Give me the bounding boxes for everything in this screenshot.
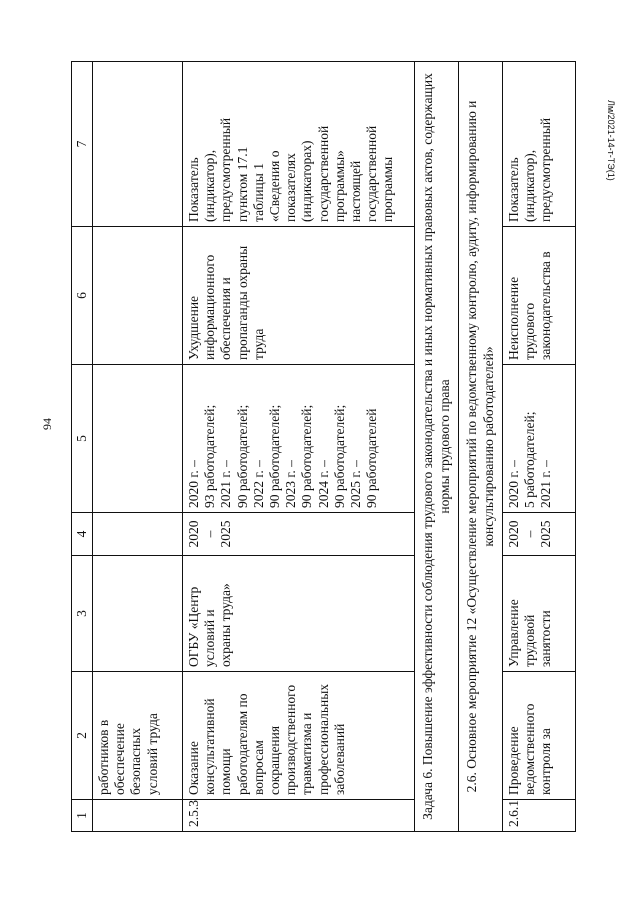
cell-period: 2020 – 2025 [183, 513, 415, 556]
table-row-2-5-3 [183, 62, 415, 832]
cell-measure: Проведение ведомственного контроля за [503, 672, 576, 800]
page-number: 94 [40, 418, 54, 430]
header-cell: 4 [72, 513, 93, 556]
task-heading: Задача 6. Повышение эффективности соблюдения трудового законодательства и иных нормативных правовых актов, содержащих нормы трудового права [415, 62, 459, 832]
header-cell: 7 [72, 62, 93, 227]
cell-indicator: Показатель (индикатор), предусмотренный [503, 62, 576, 227]
cell-measure: Оказание консультативной помощи работодателям по вопросам сокращения производственного травматизма и профессиональных заболеваний [183, 672, 415, 800]
header-row [72, 62, 93, 832]
cell-indicator: Показатель (индикатор), предусмотренный пунктом 17.1 таблицы 1 «Сведения о показателях (индикаторах) государственной программы» настоящей государственной программы [183, 62, 415, 227]
measure-heading-row [459, 62, 503, 832]
header-cell: 6 [72, 227, 93, 365]
cell-result [93, 365, 183, 513]
cell-number: 2.6.1 [503, 800, 576, 832]
cell-consequences [93, 227, 183, 365]
measures-table-rotated [71, 62, 576, 832]
document-code: Лм/2021-14-т-ТЭ(1) [606, 100, 616, 181]
cell-indicator [93, 62, 183, 227]
header-cell: 2 [72, 672, 93, 800]
cell-executor: Управление трудовой занятости [503, 556, 576, 672]
cell-result: 2020 г. – 5 работодателей; 2021 г. – [503, 365, 576, 513]
cell-measure: работников в обеспечение безопасных условий труда [93, 672, 183, 800]
header-cell: 5 [72, 365, 93, 513]
table-row-continuation [93, 62, 183, 832]
header-cell: 3 [72, 556, 93, 672]
cell-executor [93, 556, 183, 672]
table-row-2-6-1 [503, 62, 576, 832]
measures-table [71, 61, 576, 832]
cell-number: 2.5.3 [183, 800, 415, 832]
cell-period [93, 513, 183, 556]
cell-consequences: Неисполнение трудового законодательства в [503, 227, 576, 365]
task-heading-row [415, 62, 459, 832]
cell-number [93, 800, 183, 832]
header-cell: 1 [72, 800, 93, 832]
measure-heading: 2.6. Основное мероприятие 12 «Осуществление мероприятий по ведомственному контролю, аудиту, информированию и консультированию работодателей» [459, 62, 503, 832]
cell-period: 2020 – 2025 [503, 513, 576, 556]
cell-executor: ОГБУ «Центр условий и охраны труда» [183, 556, 415, 672]
cell-result: 2020 г. – 93 работодателей; 2021 г. – 90 работодателей; 2022 г. – 90 работодателей; 2023 г. – 90 работодателей; 2024 г. – 90 работодателей; 2025 г. – 90 работодателей [183, 365, 415, 513]
cell-consequences: Ухудшение информационного обеспечения и пропаганды охраны труда [183, 227, 415, 365]
